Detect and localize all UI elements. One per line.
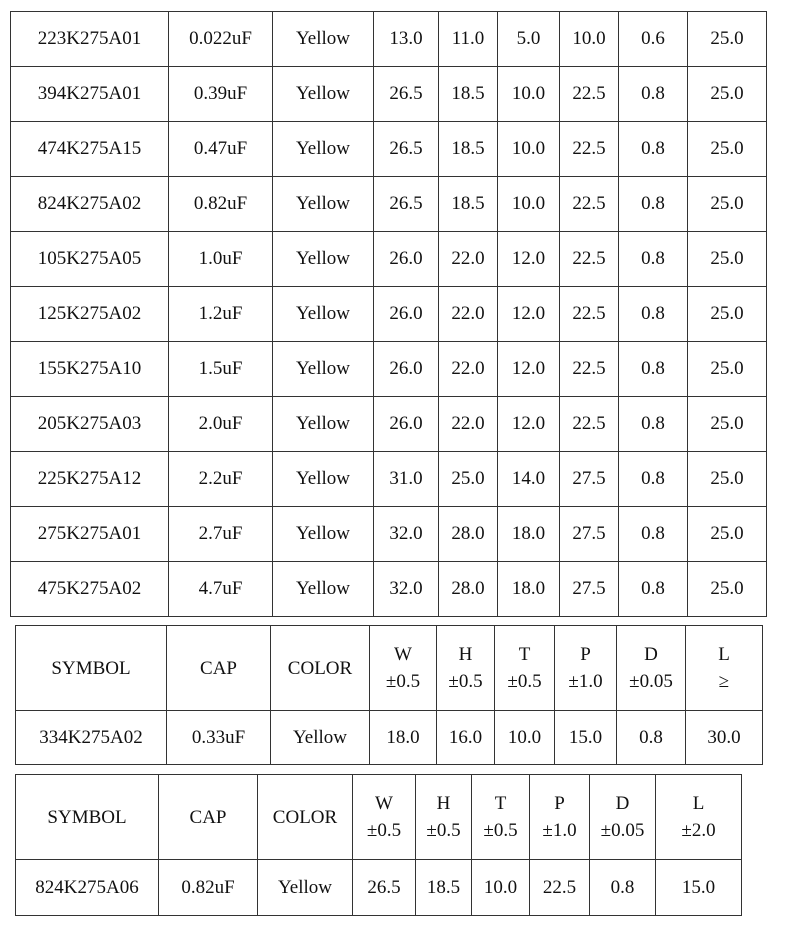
symbol-cell: 125K275A02 [11,287,169,342]
table-row [11,12,767,67]
l-cell: 25.0 [688,507,767,562]
d-cell: 0.8 [619,342,688,397]
w-cell: 26.0 [374,232,439,287]
h-cell: 22.0 [439,287,498,342]
symbol-cell: 225K275A12 [11,452,169,507]
h-cell: 25.0 [439,452,498,507]
p-header [530,775,590,860]
header-label: COLOR [272,806,338,828]
p-cell: 22.5 [530,860,590,916]
h-cell: 18.5 [439,122,498,177]
t-cell: 10.0 [472,860,530,916]
d-cell: 0.8 [617,711,686,765]
h-cell: 16.0 [437,711,495,765]
p-cell: 22.5 [560,287,619,342]
color-cell: Yellow [273,12,374,67]
color-cell: Yellow [273,232,374,287]
header-label: W [394,644,412,665]
d-header [617,626,686,711]
header-tolerance: ±0.5 [483,820,518,841]
t-cell: 5.0 [498,12,560,67]
cap-cell: 1.0uF [169,232,273,287]
header-label: H [436,793,451,814]
d-cell: 0.8 [619,507,688,562]
h-cell: 22.0 [439,232,498,287]
h-cell: 28.0 [439,507,498,562]
header-tolerance: ±0.05 [600,820,645,841]
l-header [686,626,763,711]
header-label: T [494,793,507,814]
h-cell: 22.0 [439,342,498,397]
header-label: T [518,644,531,665]
header-label: SYMBOL [47,806,127,828]
d-cell: 0.8 [590,860,656,916]
color-cell: Yellow [273,122,374,177]
symbol-cell: 394K275A01 [11,67,169,122]
t-cell: 10.0 [498,67,560,122]
h-cell: 11.0 [439,12,498,67]
t-cell: 10.0 [498,177,560,232]
header-tolerance: ±0.5 [426,820,461,841]
header-tolerance: ±0.5 [366,820,402,841]
cap-cell: 2.0uF [169,397,273,452]
p-cell: 22.5 [560,342,619,397]
h-cell: 28.0 [439,562,498,617]
p-cell: 15.0 [555,711,617,765]
h-cell: 18.5 [439,67,498,122]
t-header [495,626,555,711]
capacitor-spec-table [10,11,767,617]
color-cell: Yellow [273,397,374,452]
table-row [11,232,767,287]
color-cell: Yellow [271,711,370,765]
t-cell: 10.0 [498,122,560,177]
header-label: L [718,644,730,665]
header-tolerance: ±0.5 [507,671,542,692]
l-cell: 25.0 [688,67,767,122]
cap-cell: 4.7uF [169,562,273,617]
t-cell: 12.0 [498,232,560,287]
w-cell: 18.0 [370,711,437,765]
t-cell: 12.0 [498,342,560,397]
header-row [16,626,763,711]
cap-cell: 2.2uF [169,452,273,507]
w-cell: 26.0 [374,287,439,342]
l-cell: 25.0 [688,397,767,452]
cap-header [159,775,258,860]
header-row [16,775,742,860]
d-cell: 0.8 [619,122,688,177]
p-cell: 22.5 [560,122,619,177]
h-header [437,626,495,711]
d-cell: 0.8 [619,397,688,452]
table-row [16,711,763,765]
header-label: P [554,793,565,814]
h-cell: 18.5 [416,860,472,916]
p-cell: 22.5 [560,67,619,122]
l-cell: 25.0 [688,452,767,507]
color-cell: Yellow [258,860,353,916]
h-cell: 18.5 [439,177,498,232]
cap-cell: 0.39uF [169,67,273,122]
color-cell: Yellow [273,452,374,507]
cap-cell: 0.47uF [169,122,273,177]
t-header [472,775,530,860]
l-cell: 15.0 [656,860,742,916]
l-cell: 25.0 [688,342,767,397]
symbol-cell: 223K275A01 [11,12,169,67]
color-cell: Yellow [273,287,374,342]
table-row [11,507,767,562]
symbol-header [16,626,167,711]
d-cell: 0.8 [619,177,688,232]
table-row [16,860,742,916]
cap-cell: 1.2uF [169,287,273,342]
table-row [11,562,767,617]
p-cell: 27.5 [560,507,619,562]
p-cell: 22.5 [560,232,619,287]
t-cell: 18.0 [498,507,560,562]
header-label: P [580,644,591,665]
l-cell: 25.0 [688,232,767,287]
t-cell: 18.0 [498,562,560,617]
t-cell: 12.0 [498,397,560,452]
t-cell: 10.0 [495,711,555,765]
d-cell: 0.8 [619,562,688,617]
header-tolerance: ±0.5 [448,671,483,692]
w-cell: 26.0 [374,397,439,452]
w-cell: 32.0 [374,507,439,562]
d-cell: 0.8 [619,287,688,342]
w-cell: 32.0 [374,562,439,617]
p-cell: 22.5 [560,177,619,232]
w-cell: 31.0 [374,452,439,507]
d-cell: 0.8 [619,452,688,507]
h-cell: 22.0 [439,397,498,452]
table-row [11,122,767,177]
p-header [555,626,617,711]
table-row [11,67,767,122]
table-row [11,177,767,232]
capacitor-spec-table-334K275A02 [15,625,763,765]
cap-cell: 2.7uF [169,507,273,562]
w-cell: 26.5 [374,177,439,232]
table-row [11,452,767,507]
header-label: SYMBOL [51,657,131,679]
l-cell: 25.0 [688,122,767,177]
cap-cell: 0.82uF [159,860,258,916]
p-cell: 27.5 [560,562,619,617]
color-cell: Yellow [273,507,374,562]
t-cell: 14.0 [498,452,560,507]
h-header [416,775,472,860]
symbol-cell: 475K275A02 [11,562,169,617]
color-cell: Yellow [273,67,374,122]
t-cell: 12.0 [498,287,560,342]
w-header [353,775,416,860]
l-header [656,775,742,860]
cap-cell: 0.82uF [169,177,273,232]
symbol-cell: 824K275A06 [16,860,159,916]
cap-cell: 1.5uF [169,342,273,397]
symbol-cell: 474K275A15 [11,122,169,177]
color-header [271,626,370,711]
symbol-cell: 275K275A01 [11,507,169,562]
d-cell: 0.6 [619,12,688,67]
header-tolerance: ±0.5 [385,671,421,692]
table-row [11,342,767,397]
header-label: COLOR [287,657,353,679]
cap-cell: 0.33uF [167,711,271,765]
capacitor-spec-table-824K275A06 [15,774,742,916]
cap-header [167,626,271,711]
w-cell: 26.5 [353,860,416,916]
p-cell: 10.0 [560,12,619,67]
symbol-cell: 334K275A02 [16,711,167,765]
header-label: H [458,644,473,665]
color-cell: Yellow [273,177,374,232]
symbol-cell: 155K275A10 [11,342,169,397]
l-cell: 30.0 [686,711,763,765]
header-label: CAP [189,806,227,828]
d-cell: 0.8 [619,67,688,122]
cap-cell: 0.022uF [169,12,273,67]
symbol-cell: 105K275A05 [11,232,169,287]
header-tolerance: ±1.0 [542,820,577,841]
w-header [370,626,437,711]
w-cell: 13.0 [374,12,439,67]
symbol-cell: 205K275A03 [11,397,169,452]
symbol-cell: 824K275A02 [11,177,169,232]
header-tolerance: ±1.0 [568,671,603,692]
symbol-header [16,775,159,860]
l-cell: 25.0 [688,287,767,342]
color-cell: Yellow [273,342,374,397]
w-cell: 26.5 [374,67,439,122]
header-label: D [644,644,658,665]
w-cell: 26.0 [374,342,439,397]
w-cell: 26.5 [374,122,439,177]
header-label: L [692,793,705,814]
color-header [258,775,353,860]
header-tolerance: ±2.0 [681,820,716,841]
header-label: CAP [200,657,237,679]
d-cell: 0.8 [619,232,688,287]
table-row [11,287,767,342]
p-cell: 22.5 [560,397,619,452]
header-label: D [615,793,630,814]
l-cell: 25.0 [688,12,767,67]
p-cell: 27.5 [560,452,619,507]
header-label: W [375,793,393,814]
table-row [11,397,767,452]
l-cell: 25.0 [688,177,767,232]
d-header [590,775,656,860]
color-cell: Yellow [273,562,374,617]
header-tolerance: ≥ [718,671,730,692]
header-tolerance: ±0.05 [629,671,673,692]
l-cell: 25.0 [688,562,767,617]
